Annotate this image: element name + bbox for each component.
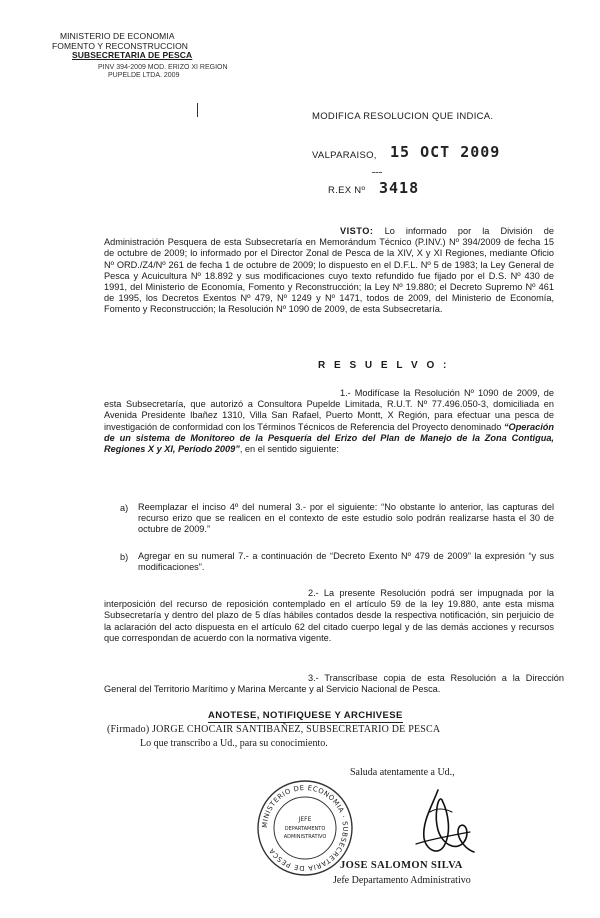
signed-by-line: (Firmado) JORGE CHOCAIR SANTIBAÑEZ, SUBSECRETARIO DE PESCA — [107, 724, 441, 735]
ministry-name: MINISTERIO DE ECONOMIA — [60, 31, 175, 41]
signatory-name: JOSE SALOMON SILVA — [340, 860, 463, 871]
item1-text-end: , en el sentido siguiente: — [239, 444, 339, 455]
ministry-subtitle: FOMENTO Y RECONSTRUCCION — [52, 40, 189, 51]
sub-b-text: Agregar en su numeral 7.- a continuación de “Decreto Exento Nº 479 de 2009” la expresión “y sus modificaciones”. — [138, 551, 554, 573]
transcribe-line: Lo que transcribo a Ud., para su conocimiento. — [140, 738, 328, 749]
document-title: MODIFICA RESOLUCION QUE INDICA. — [312, 111, 494, 122]
signatory-position: Jefe Departamento Administrativo — [333, 875, 471, 886]
seal-center-line2: DEPARTAMENTO — [284, 826, 326, 832]
file-reference — [98, 64, 298, 80]
seal-center-line1: JEFE — [298, 816, 312, 823]
margin-mark — [197, 103, 198, 117]
resolution-item-1 — [104, 388, 554, 455]
greeting-line: Saluda atentamente a Ud., — [350, 767, 455, 778]
seal-center-line3: ADMINISTRATIVO — [283, 834, 327, 840]
sub-a-text: Reemplazar el inciso 4º del numeral 3.- por el siguiente: “No obstante lo anterior, las capturas del recurso erizo que se realicen en el contexto de este estudio solo podrán realizarse hasta el 30 de octubre de 2009.” — [138, 502, 554, 535]
rex-number: 3418 — [379, 179, 420, 197]
seal-ring-text: MINISTERIO DE ECONOMIA · SUBSECRETARIA DE PESCA — [260, 783, 350, 873]
resolution-item-3: 3.- Transcríbase copia de esta Resolución a la Dirección General del Territorio Marítimo y Marina Mercante y al Servicio Nacional de Pesca. — [104, 673, 564, 695]
sub-a-label: a) — [120, 503, 129, 513]
sub-b-label: b) — [120, 552, 129, 562]
visto-paragraph — [104, 226, 554, 316]
project-name: “Operación de un sistema de Monitoreo de la Pesquería del Erizo del Plan de Manejo de la Zona Contigua, Regiones X y XI, Período 2009” — [104, 421, 554, 455]
tick-mark — [372, 172, 382, 174]
letterhead — [52, 32, 252, 61]
subsecretaria-name: SUBSECRETARIA DE PESCA — [72, 50, 193, 61]
file-ref-line1: PINV 394-2009 MOD. ERIZO XI REGION — [98, 64, 228, 71]
item1-text: 1.- Modifícase la Resolución Nº 1090 de 2009, de esta Subsecretaría, que autorizó a Consultora Pupelde Limitada, R.U.T. Nº 77.496.050-3, domiciliada en Avenida Presidente Ibañez 1310, Villa San Rafael, Puerto Montt, X Región, para efectuar una pesca de investigación de conformidad con los Términos Técnicos de Referencia del Proyecto denominado — [104, 388, 554, 432]
anotese-line: ANOTESE, NOTIFIQUESE Y ARCHIVESE — [208, 710, 403, 721]
visto-label: VISTO: — [340, 226, 374, 236]
rex-label: R.EX Nº — [328, 185, 366, 196]
resuelvo-heading: R E S U E L V O : — [318, 360, 450, 371]
visto-text: Lo informado por la División de Administración Pesquera de esta Subsecretaría en Memorándum Técnico (P.INV.) Nº 394/2009 de fecha 15 de octubre de 2009; lo informado por el Director Zonal de Pesca de la XIV, X y XI Regiones, mediante Oficio Nº ORD./Z4/Nº 261 de fecha 1 de octubre de 2009; lo dispuesto en el D.F.L. Nº 5 de 1983; la Ley General de Pesca y Acuicultura Nº 18.892 y sus modificaciones cuyo texto refundido fue fijado por el D.S. Nº 430 de 1991, del Ministerio de Economía, Fomento y Reconstrucción; la Ley Nº 19.880; el Decreto Supremo Nº 461 de 1995, los Decretos Exentos Nº 479, Nº 1249 y Nº 1471, todos de 2009, del Ministerio de Economía, Fomento y Reconstrucción; la Resolución Nº 1090 de 2009, de esta Subsecretaría. — [104, 226, 554, 315]
handwritten-signature — [408, 786, 488, 864]
place-label: VALPARAISO, — [312, 150, 377, 161]
date-stamp: 15 OCT 2009 — [390, 143, 501, 161]
file-ref-line2: PUPELDE LTDA. 2009 — [108, 72, 180, 79]
resolution-item-2: 2.- La presente Resolución podrá ser impugnada por la interposición del recurso de reposición contemplado en el artículo 59 de la ley 19.880, ante esta misma Subsecretaría y dentro del plazo de 5 días hábiles contados desde la respectiva notificación, sin perjuicio de la aclaración del acto dispuesta en el artículo 62 del citado cuerpo legal y de las demás acciones y recursos que correspondan de acuerdo con la normativa vigente. — [104, 588, 554, 643]
